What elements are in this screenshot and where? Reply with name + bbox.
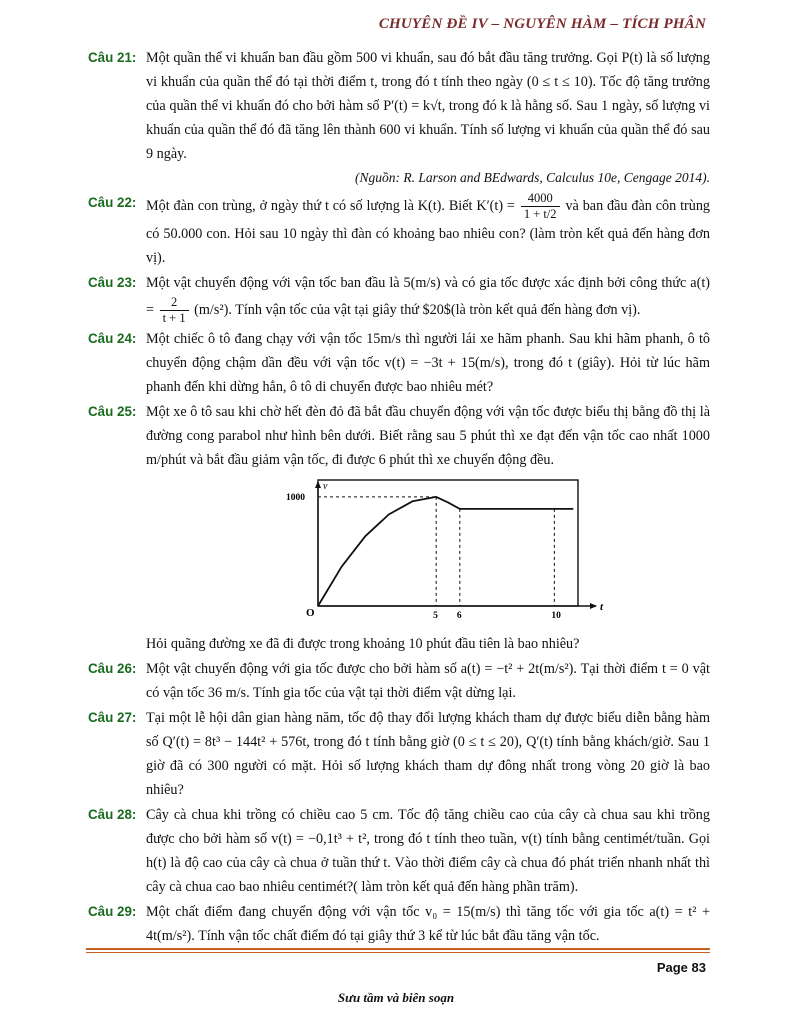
- question-29: [88, 900, 710, 948]
- x-axis-label: t: [600, 601, 604, 613]
- y-axis-label: v: [323, 481, 328, 492]
- velocity-curve: [318, 497, 573, 606]
- question-text-part: và ban đầu đàn côn trùng có 50.000 con. Hỏi sau 10 ngày thì đàn có khoảng bao nhiêu con? (làm tròn kết quả đến hàng đơn vị).: [146, 197, 711, 266]
- question-text-part: Một đàn con trùng, ở ngày thứ t có số lượng là K(t). Biết K′(t) =: [146, 197, 515, 214]
- x-tick-label: 10: [551, 611, 561, 621]
- question-25-followup: [88, 632, 710, 656]
- fraction: [521, 191, 560, 222]
- question-source: (Nguồn: R. Larson and BEdwards, Calculus 10e, Cengage 2014).: [355, 170, 710, 185]
- velocity-graph: [146, 478, 710, 628]
- fraction-numerator: 4000: [521, 191, 560, 207]
- y-tick-label: 1000: [286, 492, 305, 503]
- question-list: [88, 46, 710, 949]
- fraction: [160, 295, 189, 326]
- question-text: Một xe ô tô sau khi chờ hết đèn đỏ đã bắt đầu chuyển động với vận tốc được biểu thị bằng đồ thị là đường cong parabol như hình bên dưới. Biết rằng sau 5 phút thì xe đạt đến vận tốc cao nhất 1000 m/phút và bắt đầu giảm vận tốc, đi được 6 phút thì xe chuyển động đều.: [146, 404, 710, 468]
- question-number: Câu 23:: [88, 275, 137, 290]
- y-axis-arrow: [315, 481, 321, 488]
- x-tick-label: 6: [456, 611, 462, 621]
- question-27: [88, 706, 710, 802]
- question-23: [88, 271, 710, 326]
- question-text: Một chiếc ô tô đang chạy với vận tốc 15m/s thì người lái xe hãm phanh. Sau khi hãm phanh, ô tô chuyển động chậm dần đều với vận tốc v(t) = −3t + 15(m/s), trong đó t (giây). Hỏi từ lúc hãm phanh đến khi dừng hẳn, ô tô di chuyển được bao nhiêu mét?: [146, 331, 710, 395]
- question-number: Câu 26:: [88, 661, 137, 676]
- fraction-denominator: 1 + t/2: [523, 207, 557, 221]
- question-number: Câu 22:: [88, 195, 137, 210]
- question-text: [146, 271, 710, 326]
- origin-label: O: [306, 607, 315, 619]
- question-25: [88, 400, 710, 472]
- page-header-title: CHUYÊN ĐỀ IV – NGUYÊN HÀM – TÍCH PHÂN: [378, 16, 706, 32]
- question-number: Câu 29:: [88, 904, 137, 919]
- x-axis-arrow: [590, 603, 597, 609]
- fraction-numerator: 2: [160, 295, 189, 311]
- question-22: [88, 191, 710, 270]
- question-text: Hỏi quãng đường xe đã đi được trong khoảng 10 phút đầu tiên là bao nhiêu?: [146, 636, 580, 652]
- fraction-denominator: t + 1: [162, 311, 186, 325]
- chart-frame: [318, 480, 578, 606]
- x-tick-label: 5: [433, 611, 438, 621]
- question-text: Cây cà chua khi trồng có chiều cao 5 cm. Tốc độ tăng chiều cao của cây cà chua sau khi trồng được cho bởi hàm số v(t) = −0,1t³ + t², trong đó t tính theo tuần, v(t) tính bằng centimét/tuần. Gọi h(t) là độ cao của cây cà chua ở tuần thứ t. Vào thời điểm cây cà chua đó phát triển nhanh nhất thì cây cà chua cao bao nhiêu centimét?( làm tròn kết quả đến hàng phần trăm).: [146, 807, 710, 895]
- question-text: [146, 191, 710, 270]
- footer-divider: [86, 948, 710, 953]
- question-text-part: (m/s²). Tính vận tốc của vật tại giây thứ $20$(là tròn kết quả đến hàng đơn vị).: [194, 301, 641, 318]
- question-number: Câu 24:: [88, 331, 137, 346]
- question-text-part: Một vật chuyển động với vận tốc ban đầu là 5(m/s) và có gia tốc được xác định bởi công thức a(t) =: [146, 275, 710, 318]
- question-number: Câu 21:: [88, 50, 137, 65]
- question-21: [88, 46, 710, 190]
- velocity-chart-svg: [146, 478, 710, 628]
- question-number: Câu 25:: [88, 404, 137, 419]
- question-26: [88, 657, 710, 705]
- question-text: Tại một lễ hội dân gian hàng năm, tốc độ thay đổi lượng khách tham dự được biểu diễn bằng hàm số Q′(t) = 8t³ − 144t² + 576t, trong đó t tính bằng giờ (0 ≤ t ≤ 20), Q′(t) tính bằng khách/giờ. Sau 1 giờ đã có 300 người có mặt. Hỏi số lượng khách tham dự đông nhất trong vòng 20 giờ là bao nhiêu?: [146, 710, 710, 798]
- question-text: Một chất điểm đang chuyển động với vận tốc v₀ = 15(m/s) thì tăng tốc với gia tốc a(t) = t² + 4t(m/s²). Tính vận tốc chất điểm đó tại giây thứ 3 kể từ lúc bắt đầu tăng vận tốc.: [146, 904, 710, 944]
- question-28: [88, 803, 710, 899]
- question-number: Câu 27:: [88, 710, 137, 725]
- footer-text: Sưu tầm và biên soạn: [337, 990, 455, 1005]
- question-text: Một vật chuyển động với gia tốc được cho bởi hàm số a(t) = −t² + 2t(m/s²). Tại thời điểm t = 0 vật có vận tốc 36 m/s. Tính gia tốc của vật tại thời điểm vật dừng lại.: [146, 661, 710, 701]
- question-24: [88, 327, 710, 399]
- question-text: Một quần thể vi khuẩn ban đầu gồm 500 vi khuẩn, sau đó bắt đầu tăng trưởng. Gọi P(t) là số lượng vi khuẩn của quần thể đó tại thời điểm t, trong đó t tính theo ngày (0 ≤ t ≤ 10). Tốc độ tăng trưởng của quần thể vi khuẩn đó cho bởi hàm số P′(t) = k√t, trong đó k là hằng số. Sau 1 ngày, số lượng vi khuẩn của quần thể đó đã tăng lên thành 600 vi khuẩn. Tính số lượng vi khuẩn của quần thể đó sau 9 ngày.: [146, 50, 710, 162]
- question-number: Câu 28:: [88, 807, 137, 822]
- page-number: Page 83: [656, 960, 706, 975]
